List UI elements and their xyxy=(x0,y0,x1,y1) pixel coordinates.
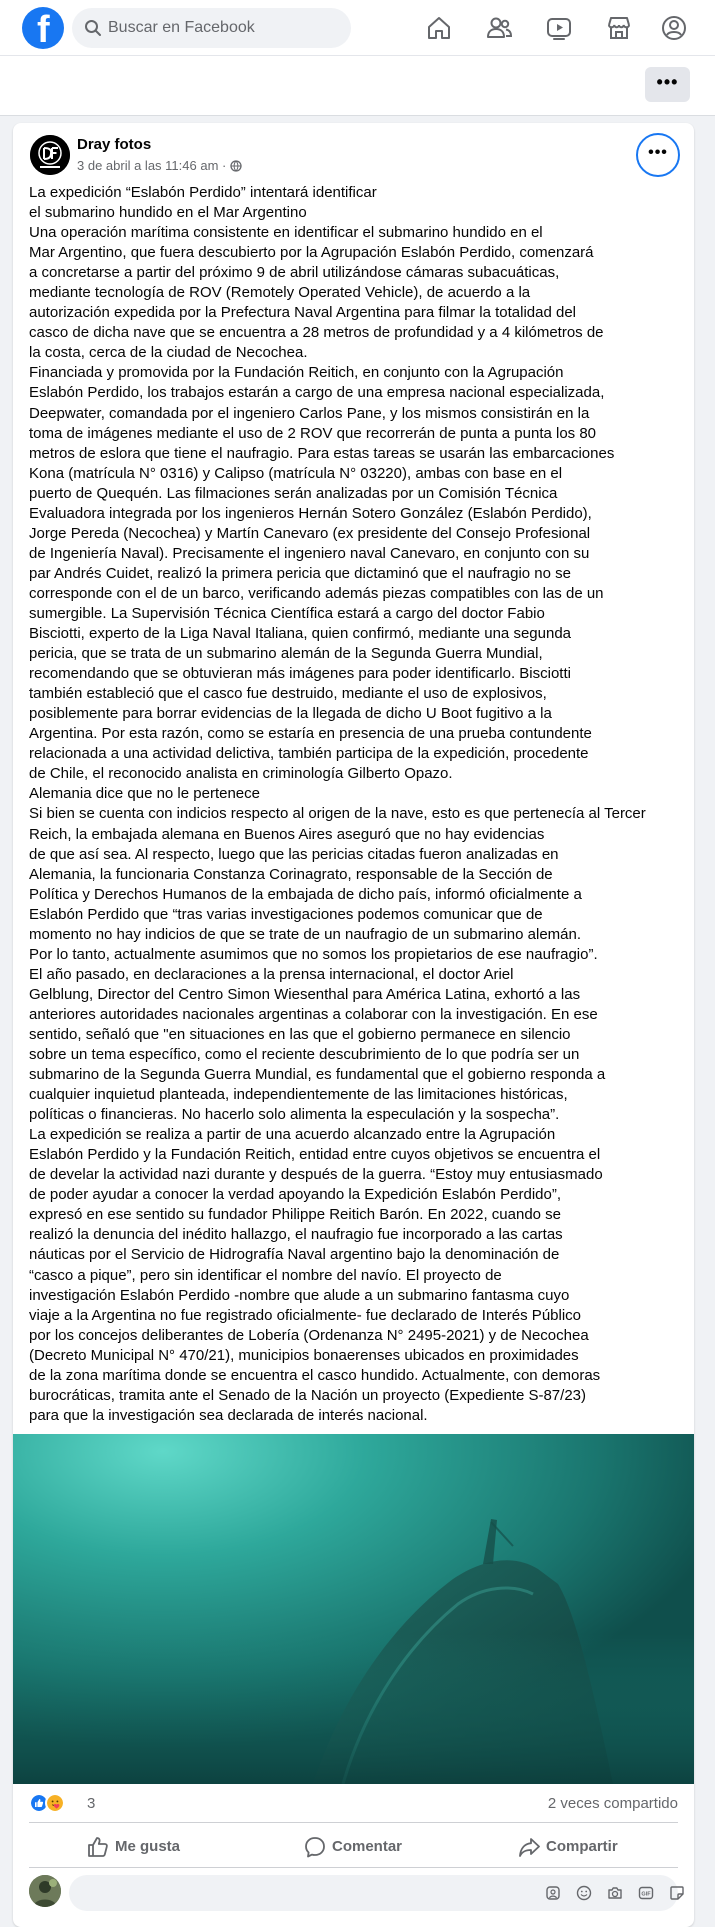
post-text-line: Bisciotti, experto de la Liga Naval Italiana, quien confirmó, mediante una segunda xyxy=(29,625,571,643)
post-text-line: Eslabón Perdido que “tras varias investigaciones podemos comunicar que de xyxy=(29,905,543,923)
share-count[interactable]: 2 veces compartido xyxy=(547,1795,678,1812)
post-text-line: de develar la actividad nazi durante y después de la guerra. “Estoy muy entusiasmado xyxy=(29,1166,603,1184)
share-icon xyxy=(518,1836,540,1858)
post-text-line: Evaluadora integrada por los ingenieros Hernán Sotero González (Eslabón Perdido), xyxy=(29,504,592,522)
post-text-line: Política y Derechos Humanos de la embajada de dicho país, informó oficialmente a xyxy=(29,885,582,903)
post-text-line: casco de dicha nave que se encuentra a 28 metros de profundidad y a 4 kilómetros de xyxy=(29,324,604,342)
comment-input[interactable] xyxy=(69,1875,678,1911)
post-text-line: pericia, que se trata de un submarino alemán de la Segunda Guerra Mundial, xyxy=(29,645,543,663)
like-button[interactable] xyxy=(87,1829,197,1865)
post-text-line: de Chile, el reconocido analista en criminología Gilberto Opazo. xyxy=(29,765,453,783)
post-text-line: Si bien se cuenta con indicios respecto al origen de la nave, esto es que pertenecía al Tercer xyxy=(29,805,646,823)
gif-icon[interactable] xyxy=(638,1885,654,1901)
post-text-line: Alemania dice que no le pertenece xyxy=(29,785,260,803)
post-text-line: sobre un tema específico, como el reciente descubrimiento de lo que podría ser un xyxy=(29,1046,580,1064)
post-text-line: Por lo tanto, actualmente asumimos que no somos los propietarios de ese naufragio”. xyxy=(29,945,598,963)
post-text-line: burocráticas, tramita ante el Senado de la Nación un proyecto (Expediente S-87/23) xyxy=(29,1386,586,1404)
author-avatar[interactable] xyxy=(30,135,70,175)
post-text-line: Financiada y promovida por la Fundación Reitich, en conjunto con la Agrupación xyxy=(29,364,564,382)
facebook-logo[interactable] xyxy=(22,7,64,49)
post-text-line: viaje a la Argentina no fue registrado oficialmente- fue declarado de Interés Público xyxy=(29,1306,582,1324)
like-label: Me gusta xyxy=(115,1838,181,1855)
post-text-line: de la zona marítima donde se encuentra el casco hundido. Actualmente, con demoras xyxy=(29,1366,601,1384)
post-text-line: Eslabón Perdido, los trabajos estarán a cargo de una empresa nacional especializada, xyxy=(29,384,605,402)
post-timestamp[interactable]: 3 de abril a las 11:46 am xyxy=(77,158,219,173)
post-text-line: políticas o financieras. No hacerlo solo alimenta la especulación y la sospecha”. xyxy=(29,1106,560,1124)
post-options-button[interactable] xyxy=(636,133,680,177)
author-name[interactable]: Dray fotos xyxy=(77,136,152,153)
gaming-icon[interactable] xyxy=(660,14,688,42)
search-icon xyxy=(84,19,102,37)
post-text-line: la costa, cerca de la ciudad de Necochea. xyxy=(29,344,308,362)
post-text xyxy=(29,183,679,1426)
facebook-logo-letter: f xyxy=(37,9,50,51)
post-text-line: mediante tecnología de ROV (Remotely Operated Vehicle), de acuerdo a la xyxy=(29,284,531,302)
post-text-line: Deepwater, comandada por el ingeniero Carlos Pane, y los mismos consistirán en la xyxy=(29,404,590,422)
post-text-line: de que así sea. Al respecto, luego que las pericias citadas fueron analizadas en xyxy=(29,845,559,863)
post-text-line: para que la investigación sea declarada de interés nacional. xyxy=(29,1406,428,1424)
post-text-line: corresponde con el de un barco, verificando además piezas compatibles con las de un xyxy=(29,584,604,602)
post-text-line: Argentina. Por esta razón, como se estaría en presencia de una prueba contundente xyxy=(29,725,592,743)
post-text-line: La expedición “Eslabón Perdido” intentará identificar xyxy=(29,184,377,201)
post-meta xyxy=(77,158,242,173)
post-text-line: expresó en ese sentido su fundador Philippe Reitich Barón. En 2022, cuando se xyxy=(29,1206,562,1224)
post-text-line: de Ingeniería Naval). Precisamente el ingeniero naval Canevaro, en conjunto con su xyxy=(29,544,590,562)
post-text-line: Una operación marítima consistente en identificar el submarino hundido en el xyxy=(29,224,543,242)
underwater-wreck-image xyxy=(13,1434,694,1784)
post-text-line: Mar Argentino, que fuera descubierto por la Agrupación Eslabón Perdido, comenzará xyxy=(29,244,594,262)
marketplace-icon[interactable] xyxy=(605,14,633,42)
post-text-line: también estableció que el casco fue destruido, mediante el uso de explosivos, xyxy=(29,685,547,703)
thumbs-up-icon xyxy=(87,1836,109,1858)
post-text-line: sentido, señaló que "en situaciones en las que el gobierno permanece en silencio xyxy=(29,1025,571,1043)
share-button[interactable] xyxy=(518,1829,638,1865)
comment-label: Comentar xyxy=(332,1838,403,1855)
search-box[interactable] xyxy=(72,8,351,48)
meta-separator: · xyxy=(222,158,227,173)
post-text-line: realizó la denuncia del inédito hallazgo, el naufragio fue incorporado a las cartas xyxy=(29,1226,563,1244)
post-text-line: Gelblung, Director del Centro Simon Wiesenthal para América Latina, exhortó a las xyxy=(29,985,581,1003)
post-text-line: Kona (matrícula N° 0316) y Calipso (matrícula N° 03220), ambas con base en el xyxy=(29,464,563,482)
post-photo[interactable] xyxy=(13,1434,694,1784)
post-text-line: (Decreto Municipal N° 470/21), municipios bonaerenses ubicados en proximidades xyxy=(29,1346,579,1364)
post-text-line: puerto de Quequén. Las filmaciones serán analizadas por un Comisión Técnica xyxy=(29,484,558,502)
more-options-button[interactable] xyxy=(645,67,690,102)
post-text-line: cualquier inquietud planteada, independientemente de las limitaciones históricas, xyxy=(29,1086,568,1104)
post-text-line: relacionada a una actividad delictiva, también participa de la expedición, procedente xyxy=(29,745,589,763)
post-text-line: El año pasado, en declaraciones a la prensa internacional, el doctor Ariel xyxy=(29,965,514,983)
post-text-line: submarino de la Segunda Guerra Mundial, es fundamental que el gobierno responda a xyxy=(29,1066,606,1084)
post-text-line: La expedición se realiza a partir de una acuerdo alcanzado entre la Agrupación xyxy=(29,1126,556,1144)
post-text-line: recomendando que se obtuvieran más imágenes para poder identificarlo. Bisciotti xyxy=(29,665,571,683)
reactions-divider xyxy=(29,1822,678,1823)
post-text-line: Alemania, la funcionaria Constanza Corinagrato, responsable de la Sección de xyxy=(29,865,553,883)
post-text-line: por los concejos deliberantes de Lobería (Ordenanza N° 2495-2021) y de Necochea xyxy=(29,1326,589,1344)
watch-icon[interactable] xyxy=(545,14,573,42)
emoji-icon[interactable] xyxy=(576,1885,592,1901)
home-icon[interactable] xyxy=(425,14,453,42)
post-text-line: momento no hay indicios de que se trate de un naufragio de un submarino alemán. xyxy=(29,925,582,943)
svg-text:GIF: GIF xyxy=(641,1891,651,1898)
user-photo-icon xyxy=(29,1875,61,1907)
author-logo-icon xyxy=(30,135,70,175)
post-options-dots: ••• xyxy=(648,144,668,161)
camera-icon[interactable] xyxy=(607,1885,623,1901)
post-text-line: Reich, la embajada alemana en Buenos Aires aseguró que no hay evidencias xyxy=(29,825,545,843)
post-text-line: a concretarse a partir del próximo 9 de abril utilizándose cámaras subacuáticas, xyxy=(29,264,560,282)
share-label: Compartir xyxy=(546,1838,618,1855)
post-card xyxy=(13,123,694,1927)
post-text-line: toma de imágenes mediante el uso de 2 ROV que recorrerán de punta a punta los 80 xyxy=(29,424,597,442)
post-text-line: par Andrés Cuidet, realizó la primera pericia que dictaminó que el naufragio no se xyxy=(29,564,571,582)
reaction-count: 3 xyxy=(87,1795,96,1812)
actions-divider xyxy=(29,1867,678,1868)
post-text-line: metros de eslora que tiene el naufragio. Para estas tareas se usarán las embarcaciones xyxy=(29,444,615,462)
more-options-dots: ••• xyxy=(656,72,679,92)
post-text-line: el submarino hundido en el Mar Argentino xyxy=(29,204,307,222)
search-input[interactable] xyxy=(108,8,338,48)
post-text-line: anteriores autoridades nacionales argentinas a colaborar con la investigación. En ese xyxy=(29,1005,598,1023)
post-text-line: sumergible. La Supervisión Técnica Científica estará a cargo del doctor Fabio xyxy=(29,604,545,622)
top-navigation-bar xyxy=(0,0,715,56)
care-reaction-icon xyxy=(45,1793,65,1813)
current-user-avatar[interactable] xyxy=(29,1875,61,1907)
globe-icon xyxy=(230,160,242,172)
avatar-sticker-icon[interactable] xyxy=(545,1885,561,1901)
post-text-line: Eslabón Perdido y la Fundación Reitich, entidad entre cuyos objetivos se encuentra el xyxy=(29,1146,601,1164)
post-text-line: Jorge Pereda (Necochea) y Martín Canevaro (ex presidente del Consejo Profesional xyxy=(29,524,591,542)
secondary-header xyxy=(0,56,715,116)
post-text-line: “casco a pique”, pero sin identificar el nombre del navío. El proyecto de xyxy=(29,1266,502,1284)
post-text-line: autorización expedida por la Prefectura Naval Argentina para filmar la totalidad del xyxy=(29,304,576,322)
friends-icon[interactable] xyxy=(485,14,513,42)
post-text-line: posiblemente para borrar evidencias de la llegada de dicho U Boot fugitivo a la xyxy=(29,705,552,723)
post-text-line: de poder ayudar a conocer la verdad apoyando la Expedición Eslabón Perdido”, xyxy=(29,1186,562,1204)
post-text-line: investigación Eslabón Perdido -nombre que alude a un submarino fantasma cuyo xyxy=(29,1286,570,1304)
comment-icon xyxy=(304,1836,326,1858)
post-text-line: náuticas por el Servicio de Hidrografía Naval argentino bajo la denominación de xyxy=(29,1246,560,1264)
sticker-icon[interactable] xyxy=(669,1885,685,1901)
comment-button[interactable] xyxy=(304,1829,424,1865)
